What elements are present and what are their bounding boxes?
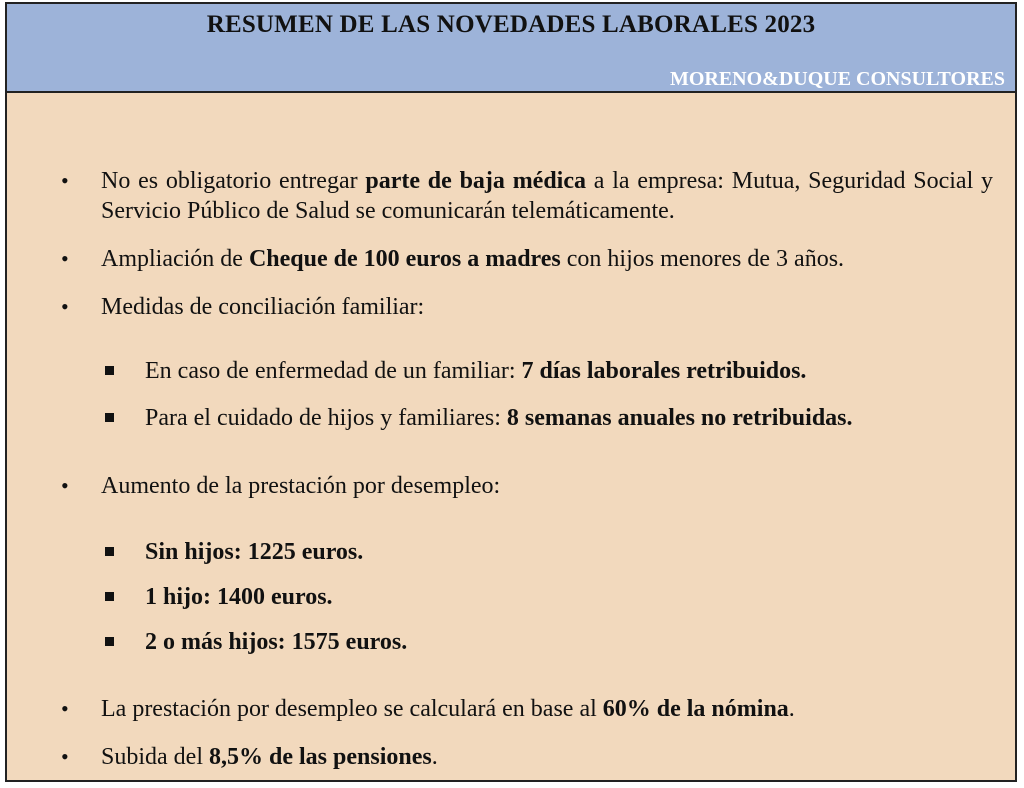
item-text: Ampliación de <box>101 246 249 272</box>
list-item-cheque <box>61 244 993 274</box>
square-bullet-icon <box>105 592 114 601</box>
list-item-pensiones <box>61 742 993 772</box>
header-band <box>7 4 1015 93</box>
item-highlight: 8,5% de las pensiones <box>209 744 432 770</box>
list-item-baja-medica <box>61 166 994 226</box>
sub-item-highlight: 2 o más hijos: 1575 euros. <box>145 629 408 655</box>
sub-item-sin-hijos <box>145 537 1005 567</box>
sub-item-text: Para el cuidado de hijos y familiares: <box>145 405 507 431</box>
item-text: Aumento de la prestación por desempleo: <box>101 473 501 499</box>
item-text: . <box>788 696 795 722</box>
square-bullet-icon <box>105 413 114 422</box>
sub-item-cuidado-hijos <box>145 403 1005 433</box>
item-text: Medidas de conciliación familiar: <box>101 294 425 320</box>
document-title: RESUMEN DE LAS NOVEDADES LABORALES 2023 <box>206 11 816 38</box>
item-text: con hijos menores de 3 años. <box>560 246 845 272</box>
item-text: La prestación por desempleo se calculará en base al <box>101 696 603 722</box>
list-item-conciliacion <box>61 292 993 322</box>
item-highlight: 60% de la nómina <box>602 696 789 722</box>
bullet-icon: • <box>61 696 69 721</box>
sub-item-un-hijo <box>145 582 1005 612</box>
sub-item-highlight: 1 hijo: 1400 euros. <box>145 584 333 610</box>
item-highlight: parte de baja médica <box>365 168 587 194</box>
list-item-calculo <box>61 694 993 724</box>
bullet-icon: • <box>61 473 69 498</box>
sub-item-dos-hijos <box>145 627 1005 657</box>
item-text: . <box>431 744 438 770</box>
firm-name: MORENO&DUQUE CONSULTORES <box>669 68 1005 90</box>
sub-item-highlight: Sin hijos: 1225 euros. <box>145 539 364 565</box>
bullet-icon: • <box>61 246 69 271</box>
bullet-icon: • <box>61 168 69 193</box>
item-text: No es obligatorio entregar <box>101 168 366 194</box>
bullet-icon: • <box>61 744 69 769</box>
summary-box <box>5 2 1017 782</box>
list-item-desempleo <box>61 471 993 501</box>
news-list <box>7 93 1015 780</box>
item-text: a la empresa: Mutua, Seguridad Social y Servicio Público de Salud se comunicarán telemáticamente. <box>101 168 994 224</box>
item-text: Subida del <box>101 744 209 770</box>
square-bullet-icon <box>105 637 114 646</box>
item-highlight: Cheque de 100 euros a madres <box>248 246 561 272</box>
square-bullet-icon <box>105 366 114 375</box>
sub-item-text: En caso de enfermedad de un familiar: <box>145 358 522 384</box>
bullet-icon: • <box>61 294 69 319</box>
sub-item-enfermedad <box>145 356 1005 386</box>
sub-item-highlight: 7 días laborales retribuidos. <box>521 358 807 384</box>
sub-item-highlight: 8 semanas anuales no retribuidas. <box>506 405 853 431</box>
square-bullet-icon <box>105 547 114 556</box>
